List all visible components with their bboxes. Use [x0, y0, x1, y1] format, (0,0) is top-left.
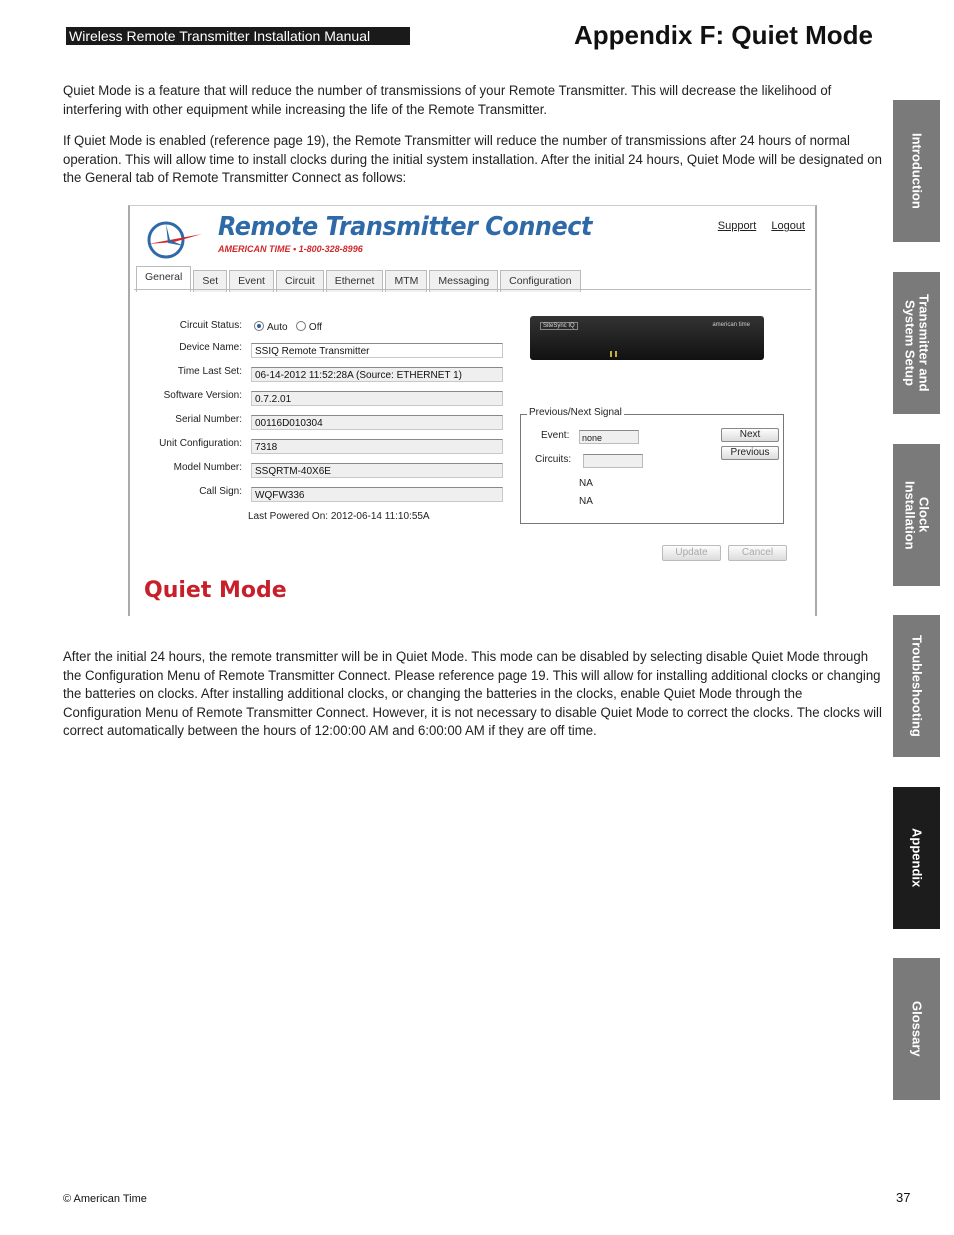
page-number: 37	[896, 1190, 911, 1205]
circuits-field	[583, 454, 643, 468]
side-tab-clock-installation-label: Clock Installation	[902, 480, 932, 550]
logout-link[interactable]: Logout	[771, 220, 805, 232]
device-name-label: Device Name:	[179, 342, 242, 353]
side-tab-troubleshooting-label: Troubleshooting	[909, 635, 925, 737]
rtc-screenshot-figure	[128, 205, 817, 616]
american-time-logo-icon	[144, 216, 204, 261]
event-label: Event:	[541, 430, 570, 441]
model-number-field: SSQRTM-40X6E	[251, 463, 503, 478]
tab-ethernet[interactable]: Ethernet	[326, 270, 384, 292]
circuits-label: Circuits:	[535, 454, 572, 465]
device-maker: american time	[712, 322, 750, 328]
tab-circuit[interactable]: Circuit	[276, 270, 324, 292]
serial-number-field: 00116D010304	[251, 415, 503, 430]
tab-messaging[interactable]: Messaging	[429, 270, 498, 292]
circuit-status-radios	[254, 321, 322, 333]
tab-mtm[interactable]: MTM	[385, 270, 427, 292]
unit-configuration-field: 7318	[251, 439, 503, 454]
cancel-button[interactable]: Cancel	[728, 545, 787, 561]
tabs-divider	[134, 289, 811, 290]
circuit-status-label: Circuit Status:	[179, 320, 242, 331]
signal-legend: Previous/Next Signal	[529, 407, 622, 418]
radio-auto-label: Auto	[267, 322, 288, 333]
last-powered-text: Last Powered On: 2012-06-14 11:10:55A	[248, 511, 430, 522]
update-button[interactable]: Update	[662, 545, 721, 561]
top-links	[706, 220, 805, 232]
tab-configuration[interactable]: Configuration	[500, 270, 580, 292]
enable-paragraph: If Quiet Mode is enabled (reference page 19), the Remote Transmitter will reduce the number of transmissions after 24 hours of normal operation. This will allow time to install clocks during the initial system installation. After the initial 24 hours, Quiet Mode will be designated on the General tab of Remote Transmitter Connect as follows:	[63, 133, 882, 186]
side-tab-transmitter-setup[interactable]	[893, 272, 940, 414]
event-field: none	[579, 430, 639, 444]
model-number-label: Model Number:	[173, 462, 242, 473]
tab-set[interactable]: Set	[193, 270, 227, 292]
software-version-label: Software Version:	[163, 390, 242, 401]
tab-general[interactable]: General	[136, 266, 191, 292]
device-brand: SiteSync IQ	[540, 322, 578, 330]
side-tab-appendix[interactable]	[893, 787, 940, 929]
device-name-field[interactable]: SSIQ Remote Transmitter	[251, 343, 503, 358]
call-sign-field: WQFW336	[251, 487, 503, 502]
rtc-app-title: Remote Transmitter Connect	[218, 212, 592, 242]
side-tab-appendix-label: Appendix	[909, 828, 925, 888]
signal-na-1: NA	[579, 478, 593, 489]
side-tab-clock-installation[interactable]	[893, 444, 940, 586]
time-last-set-field: 06-14-2012 11:52:28A (Source: ETHERNET 1)	[251, 367, 503, 382]
time-last-set-label: Time Last Set:	[177, 366, 242, 377]
radio-off-label: Off	[308, 322, 323, 333]
copyright: © American Time	[63, 1193, 147, 1205]
manual-title-badge: Wireless Remote Transmitter Installation Manual	[66, 27, 410, 45]
side-tab-introduction[interactable]	[893, 100, 940, 242]
disable-paragraph: After the initial 24 hours, the remote transmitter will be in Quiet Mode. This mode can be disabled by selecting disable Quiet Mode through the Configuration Menu of Remote Transmitter Connect. Please reference page 19. This will allow for installing additional clocks or changing the batteries on clocks. After installing additional clocks, or changing the batteries in the clocks, enable Quiet Mode through the Configuration Menu of Remote Transmitter Connect. However, it is not necessary to disable Quiet Mode to correct the clocks. The clocks will correct automatically between the hours of 12:00:00 AM and 6:00:00 AM if they are off time.	[63, 649, 882, 739]
page-title: Appendix F: Quiet Mode	[574, 20, 873, 50]
previous-button[interactable]: Previous	[721, 446, 779, 460]
serial-number-label: Serial Number:	[175, 414, 242, 425]
next-button[interactable]: Next	[721, 428, 779, 442]
side-tab-troubleshooting[interactable]	[893, 615, 940, 757]
signal-fieldset	[520, 407, 784, 524]
rtc-app-subtitle: AMERICAN TIME • 1-800-328-8996	[218, 244, 363, 254]
device-leds	[610, 344, 620, 354]
side-tab-glossary[interactable]	[893, 958, 940, 1100]
call-sign-label: Call Sign:	[199, 486, 242, 497]
support-link[interactable]: Support	[717, 220, 757, 232]
side-tab-transmitter-setup-label: Transmitter and System Setup	[902, 294, 932, 392]
tab-event[interactable]: Event	[229, 270, 274, 292]
device-image	[530, 316, 764, 360]
side-tab-glossary-label: Glossary	[909, 1001, 925, 1057]
unit-configuration-label: Unit Configuration:	[159, 438, 242, 449]
side-tab-introduction-label: Introduction	[909, 133, 925, 209]
intro-paragraph: Quiet Mode is a feature that will reduce the number of transmissions of your Remote Transmitter. This will decrease the likelihood of interfering with other equipment while increasing the life of the Remote Transmitter.	[63, 83, 832, 118]
radio-auto[interactable]	[254, 321, 264, 331]
signal-na-2: NA	[579, 496, 593, 507]
quiet-mode-indicator: Quiet Mode	[144, 578, 287, 603]
software-version-field: 0.7.2.01	[251, 391, 503, 406]
radio-off[interactable]	[296, 321, 306, 331]
